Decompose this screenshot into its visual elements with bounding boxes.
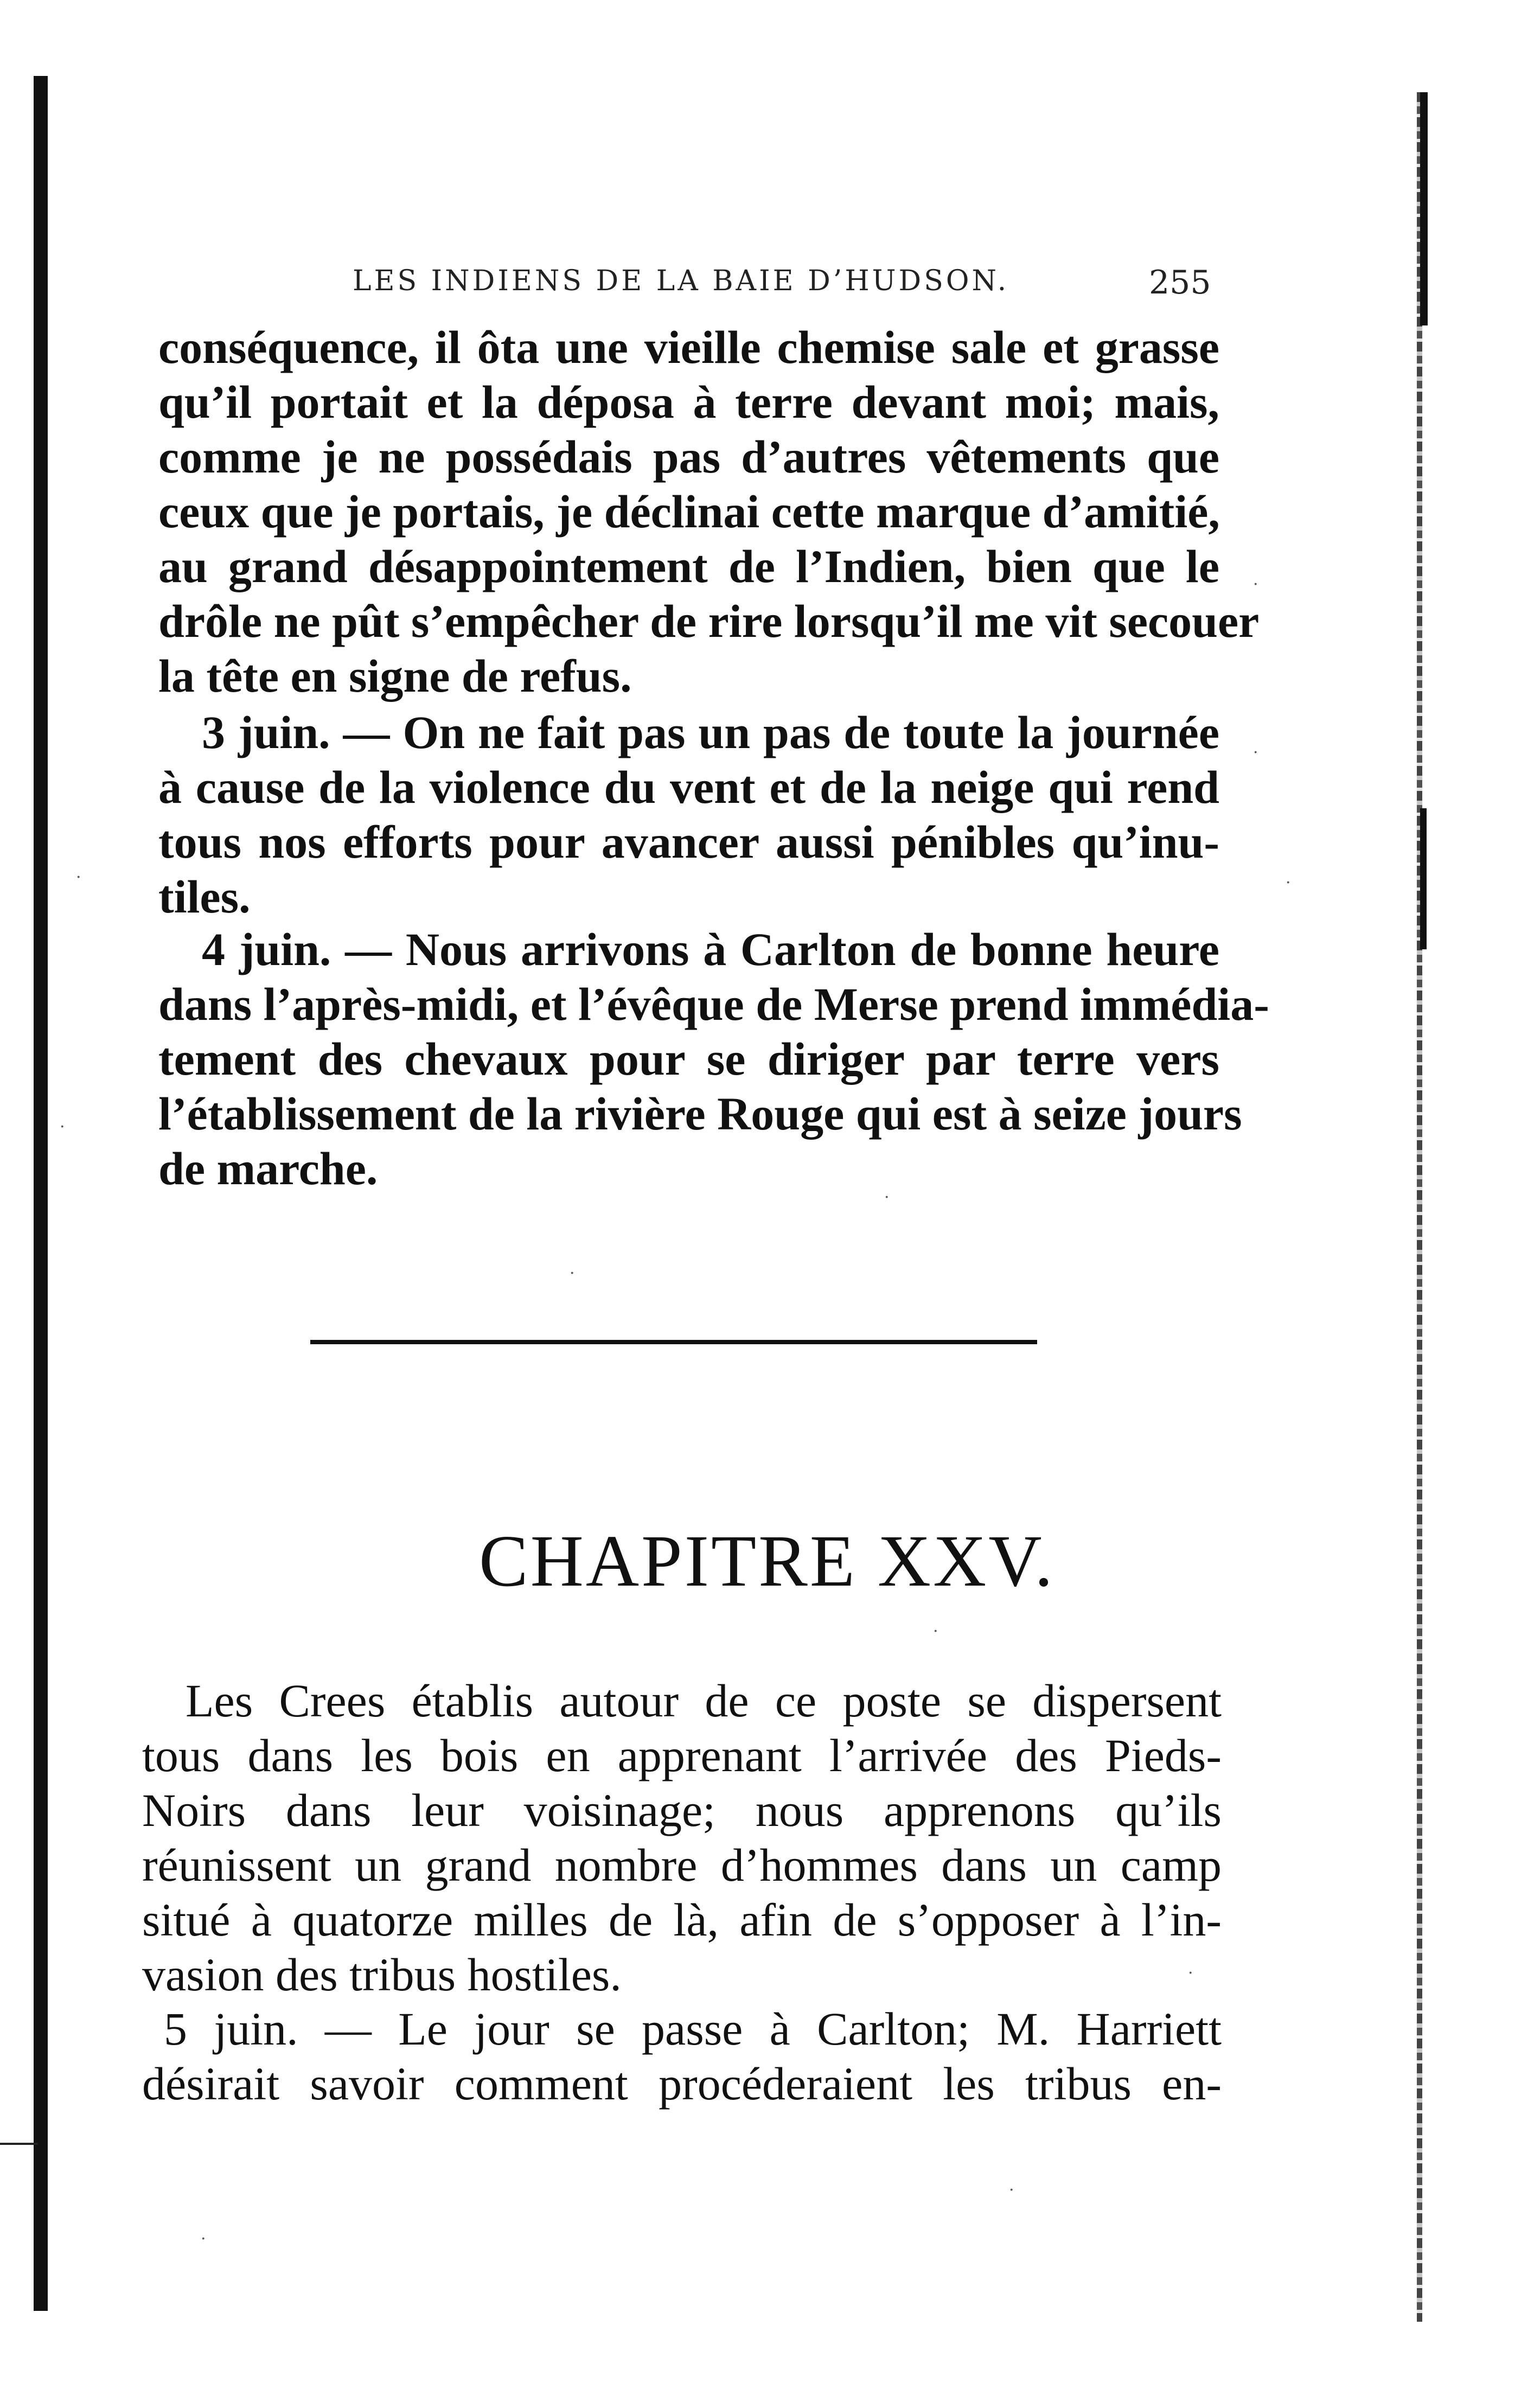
paragraph-continuation — [158, 320, 1260, 704]
section-divider — [310, 1340, 1037, 1344]
scan-speck: · — [1286, 873, 1291, 892]
text-line: dans l’après-midi, et l’évêque de Merse prend immédia- — [158, 978, 1269, 1030]
page-edge-left — [34, 76, 48, 2311]
running-title: LES INDIENS DE LA BAIE D’HUDSON. — [353, 265, 1009, 297]
page-number: 255 — [1149, 264, 1211, 302]
text-line: au grand désappointement de l’Indien, bien que le — [158, 540, 1219, 592]
text-line: tous dans les bois en apprenant l’arrivée des Pieds- — [142, 1729, 1222, 1781]
scan-speck: · — [60, 1117, 65, 1136]
chapter-title: CHAPITRE XXV. — [478, 1521, 1056, 1602]
page-edge-left-stub — [0, 2143, 38, 2145]
text-line: de marche. — [158, 1142, 378, 1195]
scan-speck: · — [201, 2230, 206, 2249]
chapter-paragraph-june-5 — [142, 2002, 1222, 2111]
text-line: qu’il portait et la déposa à terre devant moi; mais, — [158, 376, 1219, 428]
scan-speck: · — [933, 1622, 938, 1641]
text-line: réunissent un grand nombre d’hommes dans un camp — [142, 1839, 1222, 1891]
scan-speck: · — [884, 1188, 890, 1207]
scan-speck: · — [76, 868, 81, 887]
text-line: tement des chevaux pour se diriger par terre vers — [158, 1033, 1219, 1085]
text-line: Les Crees établis autour de ce poste se dispersent — [186, 1675, 1222, 1727]
chapter-paragraph-crees — [142, 1674, 1222, 2002]
text-line: 3 juin. — On ne fait pas un pas de toute la journée — [202, 706, 1219, 758]
page-edge-right-dark-mid — [1420, 808, 1427, 949]
text-line: 5 juin. — Le jour se passe à Carlton; M. Harriett — [164, 2003, 1222, 2055]
text-line: à cause de la violence du vent et de la neige qui rend — [158, 761, 1219, 813]
text-line: conséquence, il ôta une vieille chemise sale et grasse — [158, 321, 1219, 373]
paragraph-june-4 — [158, 922, 1269, 1196]
scan-speck: · — [1253, 743, 1258, 762]
text-line: tous nos efforts pour avancer aussi pénibles qu’inu- — [158, 816, 1219, 868]
page-edge-right — [1417, 92, 1422, 2322]
text-line: tiles. — [158, 871, 251, 923]
text-line: drôle ne pût s’empêcher de rire lorsqu’il me vit secouer — [158, 595, 1260, 647]
text-line: désirait savoir comment procéderaient les tribus en- — [142, 2058, 1222, 2110]
text-line: situé à quatorze milles de là, afin de s’opposer à l’in- — [142, 1894, 1222, 1946]
text-line: comme je ne possédais pas d’autres vêtements que — [158, 431, 1219, 483]
scan-speck: · — [1188, 1964, 1193, 1983]
paragraph-june-3 — [158, 705, 1219, 924]
page-edge-right-dark-top — [1420, 92, 1428, 325]
text-line: ceux que je portais, je déclinai cette marque d’amitié, — [158, 486, 1220, 538]
text-line: 4 juin. — Nous arrivons à Carlton de bonne heure — [202, 923, 1219, 975]
text-line: vasion des tribus hostiles. — [142, 1949, 622, 2001]
scan-speck: · — [1009, 2181, 1014, 2200]
scan-speck: · — [570, 1264, 575, 1283]
text-line: l’établissement de la rivière Rouge qui est à seize jours — [158, 1088, 1242, 1140]
text-line: Noirs dans leur voisinage; nous apprenons qu’ils — [142, 1784, 1222, 1836]
text-line: la tête en signe de refus. — [158, 650, 632, 702]
scan-speck: · — [1253, 575, 1258, 594]
